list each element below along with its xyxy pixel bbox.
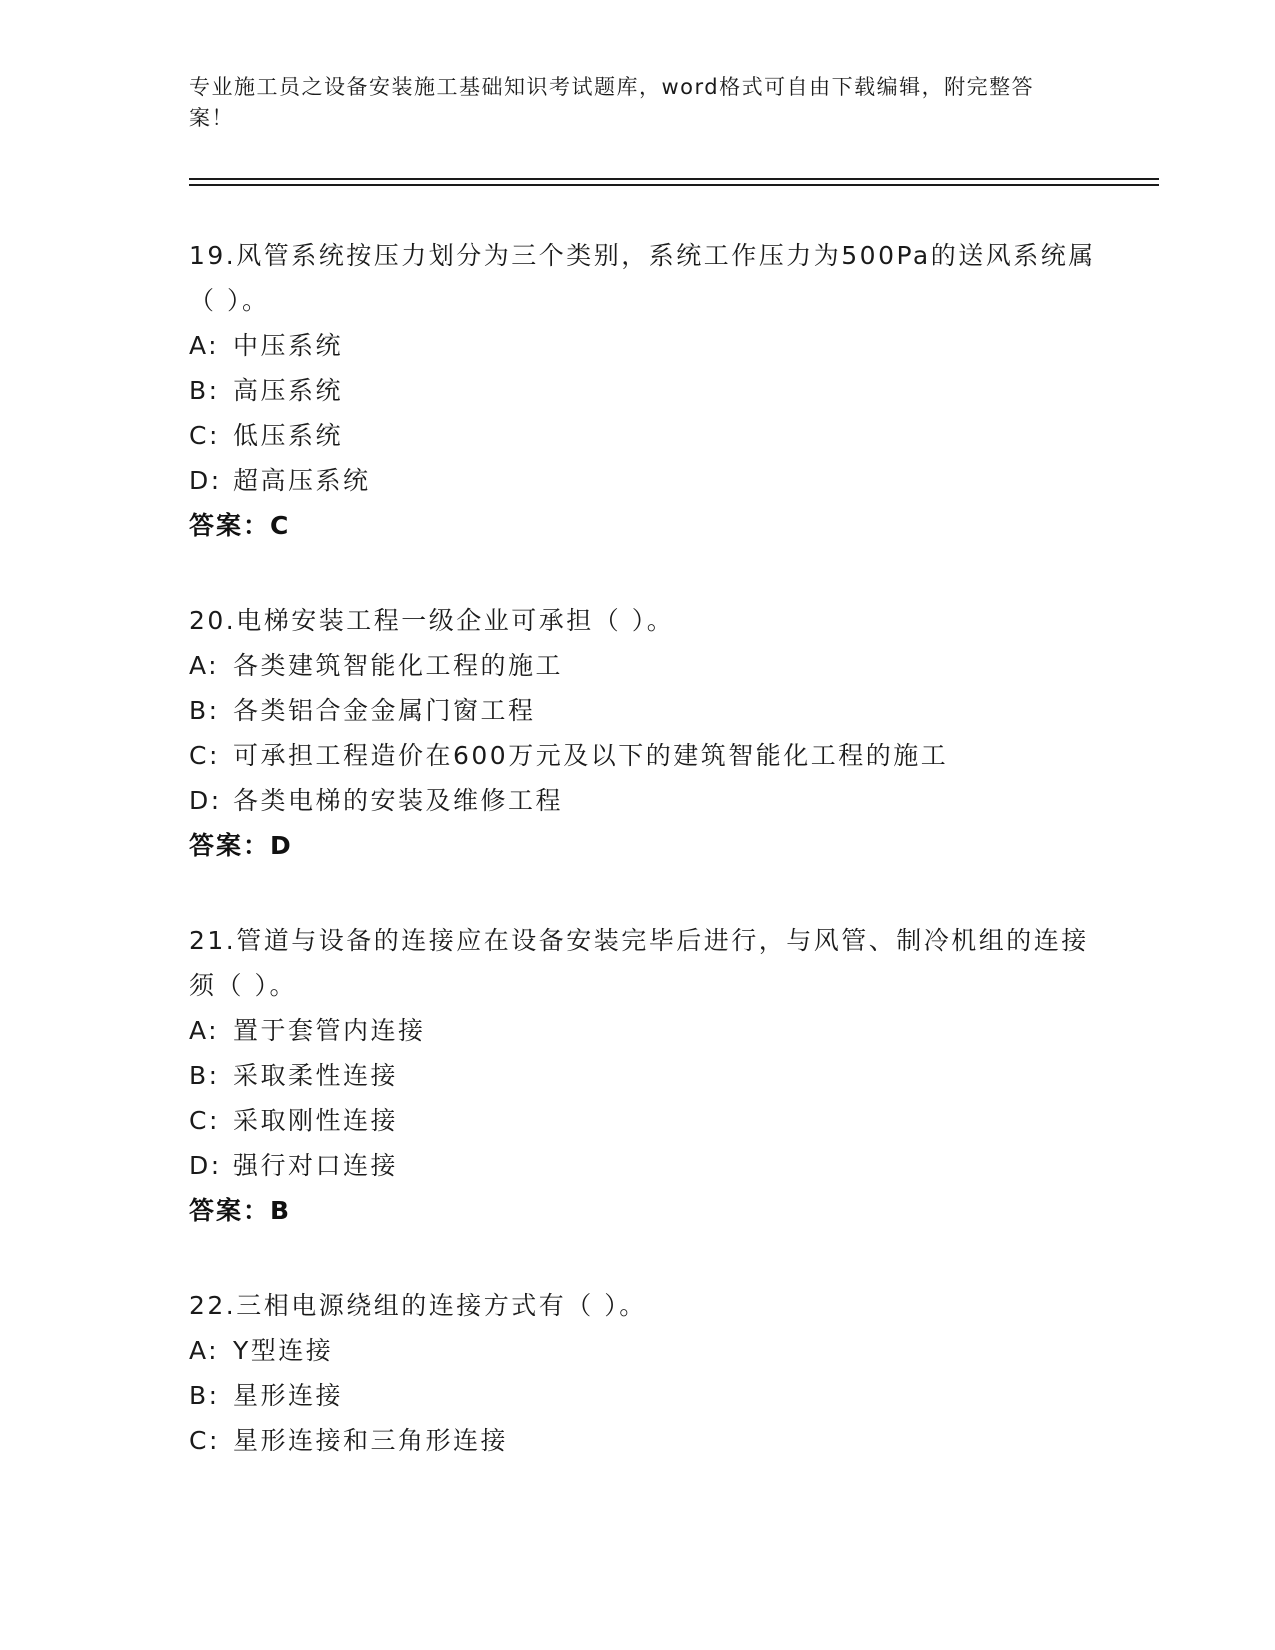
option-d [189,778,1109,823]
option-d [189,1143,1109,1188]
option-text: 星形连接 [233,1381,344,1410]
question-text: 19.风管系统按压力划分为三个类别，系统工作压力为500Pa的送风系统属（ ）。 [189,241,1096,315]
question-text: 21.管道与设备的连接应在设备安装完毕后进行，与风管、制冷机组的连接须（ ）。 [189,926,1089,1000]
option-text: 各类建筑智能化工程的施工 [233,651,564,680]
option-text: 强行对口连接 [233,1151,399,1180]
answer-label: 答案：B [189,1196,292,1225]
option-key: B: [189,1061,220,1090]
question-21 [189,918,1109,1234]
option-text: 各类电梯的安装及维修工程 [233,786,564,815]
answer-label: 答案：C [189,511,291,540]
option-key: D: [189,466,222,495]
question-text: 22.三相电源绕组的连接方式有（ ）。 [189,1291,647,1320]
option-text: 采取柔性连接 [233,1061,399,1090]
option-key: A: [189,331,220,360]
option-a [189,323,1109,368]
option-d [189,458,1109,503]
option-b [189,368,1109,413]
option-key: D: [189,1151,222,1180]
option-key: B: [189,1381,220,1410]
option-key: C: [189,1426,220,1455]
option-b [189,1053,1109,1098]
option-key: B: [189,696,220,725]
option-key: C: [189,741,220,770]
option-c [189,1418,1109,1463]
option-b [189,1373,1109,1418]
question-19 [189,233,1109,549]
option-a [189,643,1109,688]
option-key: A: [189,1016,220,1045]
option-text: 高压系统 [233,376,344,405]
option-a [189,1008,1109,1053]
question-text: 20.电梯安装工程一级企业可承担（ ）。 [189,606,675,635]
option-b [189,688,1109,733]
option-c [189,413,1109,458]
option-text: 星形连接和三角形连接 [233,1426,509,1455]
option-text: 可承担工程造价在600万元及以下的建筑智能化工程的施工 [233,741,949,770]
option-key: C: [189,421,220,450]
option-a [189,1328,1109,1373]
option-text: 置于套管内连接 [233,1016,426,1045]
option-c [189,1098,1109,1143]
header-divider-top [189,178,1159,180]
option-text: 低压系统 [233,421,344,450]
option-text: 采取刚性连接 [233,1106,399,1135]
question-22 [189,1283,1109,1463]
document-header: 专业施工员之设备安装施工基础知识考试题库，word格式可自由下载编辑，附完整答案！ [189,75,1035,130]
option-key: A: [189,651,220,680]
header-divider-bottom [189,184,1159,186]
option-text: 中压系统 [233,331,344,360]
option-key: B: [189,376,220,405]
option-text: 各类铝合金金属门窗工程 [233,696,536,725]
answer-label: 答案：D [189,831,293,860]
option-c [189,733,1109,778]
option-key: A: [189,1336,220,1365]
option-text: 超高压系统 [233,466,371,495]
question-20 [189,598,1109,869]
option-key: D: [189,786,222,815]
option-text: Y型连接 [233,1336,334,1365]
option-key: C: [189,1106,220,1135]
